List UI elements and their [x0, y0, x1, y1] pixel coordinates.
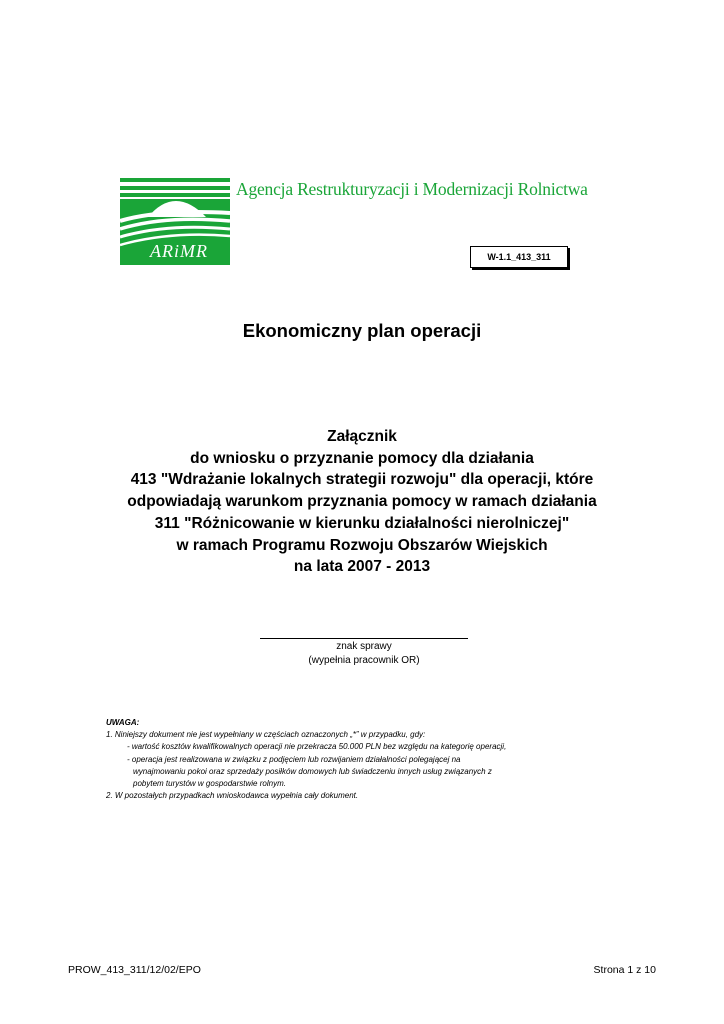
case-number-note: (wypełnia pracownik OR)	[308, 655, 420, 666]
annex-line: odpowiadają warunkom przyznania pomocy w ramach działania	[127, 493, 597, 511]
annex-line: do wniosku o przyznanie pomocy dla działania	[190, 449, 534, 467]
footer-doc-id: PROW_413_311/12/02/EPO	[68, 964, 201, 976]
logo-text: ARiMR	[150, 241, 208, 261]
notice-item: 1. Niniejszy dokument nie jest wypełniany w częściach oznaczonych „*” w przypadku, gdy:	[106, 730, 426, 740]
annex-heading	[0, 426, 724, 578]
notice-block	[106, 717, 606, 802]
notice-item: 2. W pozostałych przypadkach wnioskodawca wypełnia cały dokument.	[106, 791, 359, 801]
notice-subitem-cont: wynajmowaniu pokoi oraz sprzedaży posiłków domowych lub świadczeniu innych usług związanych z	[133, 766, 492, 776]
form-code-box: W-1.1_413_311	[470, 246, 568, 268]
annex-line: w ramach Programu Rozwoju Obszarów Wiejskich	[176, 536, 548, 554]
document-title: Ekonomiczny plan operacji	[242, 320, 482, 341]
notice-subitem: - operacja jest realizowana w związku z podjęciem lub rozwijaniem działalności polegającej na	[127, 754, 461, 764]
agency-name: Agencja Restrukturyzacji i Modernizacji Rolnictwa	[236, 179, 588, 199]
annex-line: 413 "Wdrażanie lokalnych strategii rozwoju" dla operacji, które	[130, 471, 594, 489]
annex-line: na lata 2007 - 2013	[293, 558, 431, 576]
notice-subitem-cont: pobytem turystów w gospodarstwie rolnym.	[133, 779, 286, 789]
annex-line: Załącznik	[327, 428, 397, 445]
notice-heading: UWAGA:	[106, 718, 140, 727]
arimr-logo	[120, 173, 230, 265]
case-number-label: znak sprawy	[336, 641, 392, 652]
case-number-line	[260, 638, 468, 639]
notice-subitem: - wartość kosztów kwalifikowalnych operacji nie przekracza 50.000 PLN bez względu na kategorię operacji,	[127, 742, 507, 752]
footer-page-number: Strona 1 z 10	[593, 964, 656, 976]
annex-line: 311 "Różnicowanie w kierunku działalności nierolniczej"	[154, 514, 570, 532]
